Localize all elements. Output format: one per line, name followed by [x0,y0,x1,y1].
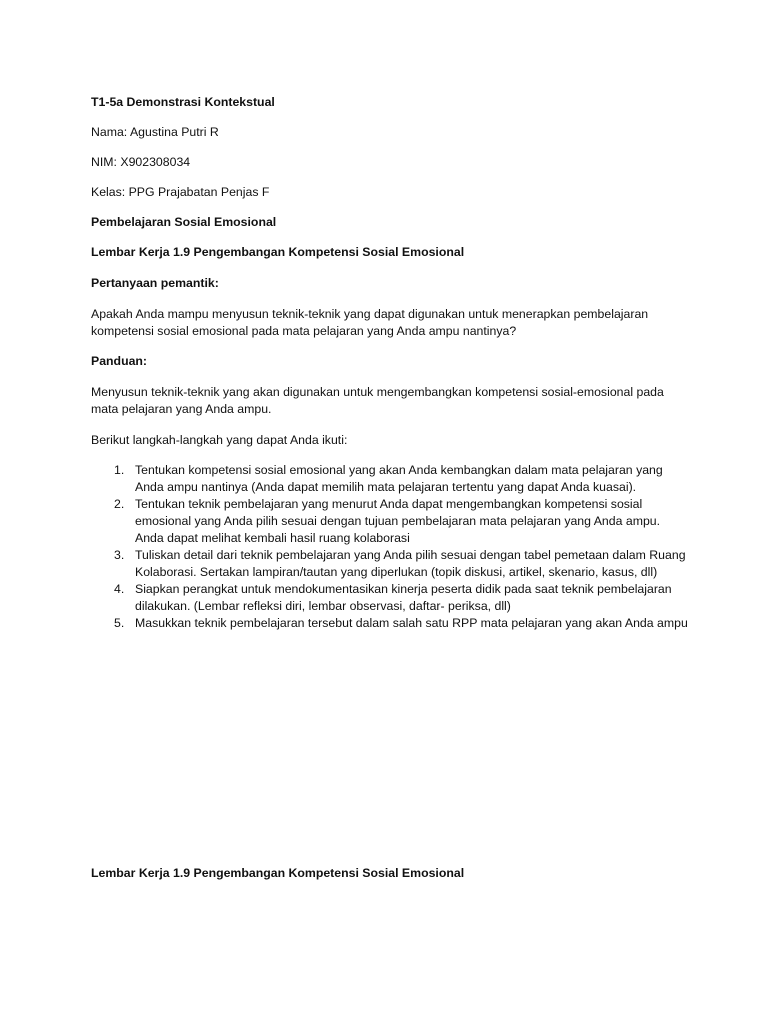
step-text: Tentukan teknik pembelajaran yang menurut Anda dapat mengembangkan kompetensi sosial emosional yang Anda pilih sesuai dengan tujuan pembelajaran mata pelajaran yang Anda ampu. Anda dapat melihat kembali hasil ruang kolaborasi [135,497,661,545]
topic-heading: Pembelajaran Sosial Emosional [91,215,277,229]
list-item [91,581,691,615]
step-text: Siapkan perangkat untuk mendokumentasikan kinerja peserta didik pada saat teknik pembelajaran dilakukan. (Lembar refleksi diri, lembar observasi, daftar- periksa, dll) [135,582,672,613]
step-text: Tuliskan detail dari teknik pembelajaran yang Anda pilih sesuai dengan tabel pemetaan dalam Ruang Kolaborasi. Sertakan lampiran/tautan yang diperlukan (topik diskusi, artikel, skenario, kasus, dll) [135,548,686,579]
step-number: 3. [114,548,125,562]
student-class: Kelas: PPG Prajabatan Penjas F [91,185,270,199]
step-number: 1. [114,463,125,477]
step-number: 5. [114,616,125,630]
worksheet-heading: Lembar Kerja 1.9 Pengembangan Kompetensi Sosial Emosional [91,245,465,259]
student-nim: NIM: X902308034 [91,155,191,169]
guide-text: Menyusun teknik-teknik yang akan digunakan untuk mengembangkan kompetensi sosial-emosional pada mata pelajaran yang Anda ampu. [91,385,664,416]
list-item [91,462,691,496]
footer-worksheet-heading: Lembar Kerja 1.9 Pengembangan Kompetensi Sosial Emosional [91,866,465,880]
step-number: 4. [114,582,125,596]
list-item [91,615,691,632]
steps-list [91,462,691,632]
step-number: 2. [114,497,125,511]
step-text: Tentukan kompetensi sosial emosional yang akan Anda kembangkan dalam mata pelajaran yang Anda ampu nantinya (Anda dapat memilih mata pelajaran tertentu yang dapat Anda kuasai). [135,463,663,494]
step-text: Masukkan teknik pembelajaran tersebut dalam salah satu RPP mata pelajaran yang akan Anda ampu [135,616,688,630]
list-item [91,496,691,547]
document-title: T1-5a Demonstrasi Kontekstual [91,95,275,109]
guide-heading: Panduan: [91,354,148,368]
student-name: Nama: Agustina Putri R [91,125,219,139]
trigger-question-heading: Pertanyaan pemantik: [91,276,219,290]
steps-intro: Berikut langkah-langkah yang dapat Anda ikuti: [91,433,348,447]
trigger-question-text: Apakah Anda mampu menyusun teknik-teknik yang dapat digunakan untuk menerapkan pembelajaran kompetensi sosial emosional pada mata pelajaran yang Anda ampu nantinya? [91,307,649,338]
list-item [91,547,691,581]
